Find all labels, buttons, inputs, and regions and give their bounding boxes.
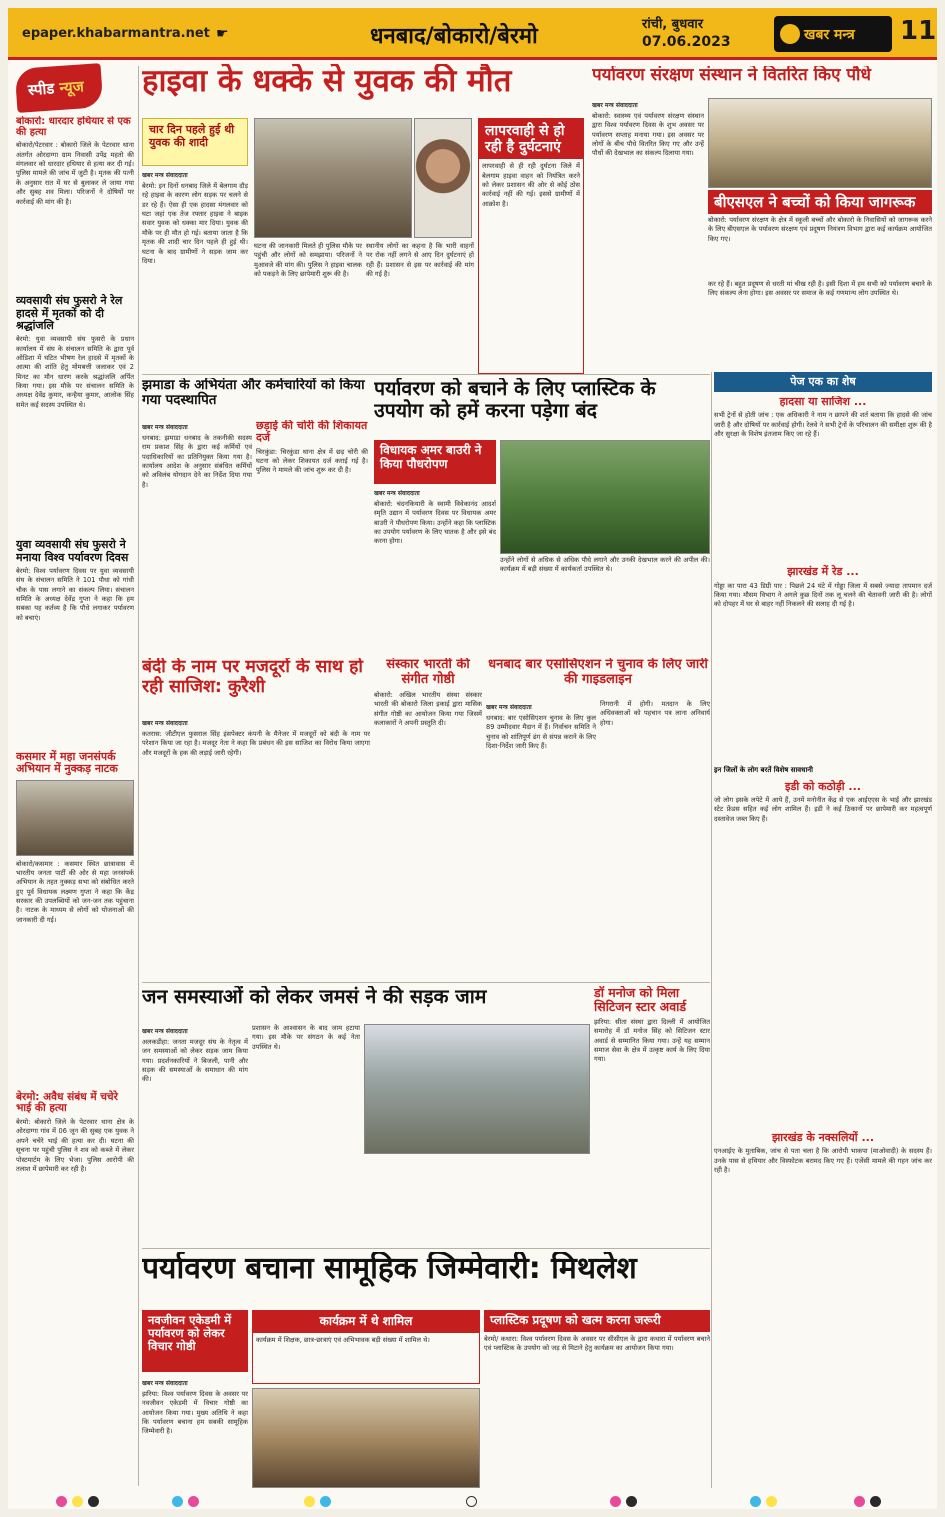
section-title: धनबाद/बोकारो/बेरमो <box>370 24 538 49</box>
env-institute-headline-block <box>592 66 932 96</box>
left-headline-3: युवा व्यवसायी संघ फुसरो ने मनाया विश्व पर्यावरण दिवस <box>16 538 129 564</box>
bar-column-2 <box>600 700 710 978</box>
plastic-column-2 <box>500 556 710 654</box>
plastic-byline: खबर मन्त्र संवाददाता <box>374 490 420 497</box>
site-url[interactable]: epaper.khabarmantra.net <box>22 26 210 41</box>
speed-news-sticker <box>15 63 104 113</box>
negligence-box-text: लापरवाही से ही रही दुर्घटना जिले में बेलगाम हाइवा वाहन को नियंत्रित करने को लेकर प्रशासन की ओर से कोई ठोस कार्रवाई नहीं की गई। इससे ग्रामीणों में आक्रोश है। <box>482 162 580 208</box>
jam-text: अलकडीहा: जनता मजदूर संघ के नेतृत्व में जन समस्याओं को लेकर सड़क जाम किया गया। प्रदर्शनकारियों ने बिजली, पानी और सड़क की समस्याओं के समाधान की मांग की। <box>142 1038 248 1084</box>
magenta-dot-icon <box>610 1496 621 1507</box>
bar-text: धनबाद: बार एसोसिएशन चुनाव के लिए कुल 89 उम्मीदवार मैदान में हैं। निर्वाचन समिति ने चुनाव को शांतिपूर्ण ढंग से संपन्न कराने के लिए दिशा-निर्देश जारी किए हैं। <box>486 714 596 751</box>
bar-byline: खबर मन्त्र संवाददाता <box>486 704 532 711</box>
jam-headline-block <box>142 986 590 1022</box>
kureshi-text: कतरास: जीटीएल फुसराल सिंह इंसपेक्टर कंपनी के मैनेजर में मजदूरों को बंदी के नाम पर परेशान किया जा रहा है। मजदूर नेता ने कहा कि प्रबंधन की इस साजिश का विरोध किया जाएगा और मजदूरों के हक की लड़ाई जारी रहेगी। <box>142 730 370 757</box>
horizontal-divider-2 <box>142 982 710 983</box>
kureshi-byline: खबर मन्त्र संवाददाता <box>142 720 188 727</box>
jam-text-2: प्रशासन के आश्वासन के बाद जाम हटाया गया। इस मौके पर संगठन के कई नेता उपस्थित थे। <box>252 1024 360 1051</box>
page-number: 11 <box>900 16 937 46</box>
mithilesh-byline: खबर मन्त्र संवाददाता <box>142 1380 188 1387</box>
cyan-dot-icon <box>172 1496 183 1507</box>
bar-headline-block <box>486 658 710 698</box>
right-headline-3: इडी को कठोड़ी ... <box>785 779 861 793</box>
left-text-4: बोकारो/कसमार : कसमार स्थित छात्रावास में भारतीय जनता पार्टी की ओर से महा जनसंपर्क अभियान के तहत नुक्कड़ सभा को संबोधित करते हुए पूर्व विधायक लक्ष्मण गुप्ता ने कहा कि केंद्र सरकार की उपलब्धियों को जन-जन तक पहुंचाना है। नाटक के माध्यम से लोगों को योजनाओं की जानकारी दी गई। <box>16 859 134 924</box>
crosshair-icon <box>466 1496 477 1507</box>
env-institute-text: बोकारो: स्वास्थ्य एवं पर्यावरण संरक्षण संस्थान द्वारा विश्व पर्यावरण दिवस के शुभ अवसर पर पर्यावरण सप्ताह मनाया गया। इस अवसर पर लोगों के बीच पौधे वितरित किए गए और उन्हें पौधों की देखभाल का संकल्प दिलाया गया। <box>592 112 704 158</box>
plastic-pollution-block <box>484 1310 710 1488</box>
tree-planting-photo <box>500 440 710 554</box>
black-dot-icon <box>870 1496 881 1507</box>
lead-column-2 <box>254 242 362 372</box>
plastic-pollution-title: प्लास्टिक प्रदूषण को खत्म करना जरूरी <box>484 1310 710 1332</box>
right-headline-4: झारखंड के नक्सलियों ... <box>771 1130 875 1144</box>
black-dot-icon <box>626 1496 637 1507</box>
jam-column-1 <box>142 1024 248 1244</box>
bar-text-2: निगरानी में होगी। मतदान के लिए अधिवक्ताओं को पहचान पत्र लाना अनिवार्य होगा। <box>600 700 710 727</box>
pointer-icon: ☛ <box>216 26 229 42</box>
right-headline-1: हादसा या साजिश ... <box>779 396 867 408</box>
horizontal-divider-3 <box>142 1248 710 1249</box>
column-divider-right <box>711 372 712 1488</box>
right-text-1: सभी ट्रेनों से होती जांच : एक अधिकारी ने नाम न छापने की शर्त बताया कि हादसे की जांच जारी है और दोषियों पर कार्रवाई होगी। रेलवे ने सभी ट्रेनों के परिचालन की समीक्षा शुरू की है और सुरक्षा के विशेष इंतजाम किए जा रहे हैं। <box>714 411 932 439</box>
brand-logo <box>774 16 892 52</box>
officials-byline: खबर मन्त्र संवाददाता <box>142 424 188 431</box>
bar-headline: धनबाद बार एसोसिएशन ने चुनाव के लिए जारी की गाइडलाइन <box>488 658 708 687</box>
cyan-dot-icon <box>750 1496 761 1507</box>
lead-column-3 <box>366 242 474 372</box>
right-text-3: जो लोग इसके लपेटे में आये हैं, उनमें मनोनीत केंद्र से एक आईएएस के भाई और झारखंड स्टेट फ्रेंडस सहित कई लोग शामिल हैं। इडी ने कई ठिकानों पर छापेमारी कर महत्वपूर्ण दस्तावेज जब्त किए हैं। <box>714 795 932 823</box>
black-dot-icon <box>88 1496 99 1507</box>
mithilesh-headline: पर्यावरण बचाना सामूहिक जिम्मेवारी: मिथलेश <box>142 1252 637 1286</box>
mithilesh-headline-block <box>142 1252 710 1308</box>
award-headline: डॉ मनोज को मिला सिटिजन स्टार अवार्ड <box>594 986 687 1014</box>
bsl-text-block <box>708 216 932 278</box>
jam-headline: जन समस्याओं को लेकर जमसं ने की सड़क जाम <box>142 986 487 1008</box>
lead-text-3: स्थानीय लोगों का कहना है कि भारी वाहनों पर रोक नहीं लगने से आए दिन दुर्घटनाएं हो रही हैं। प्रशासन से इस पर कार्रवाई की मांग की गई है। <box>366 242 474 279</box>
masthead <box>8 8 937 60</box>
lead-byline: खबर मन्त्र संवाददाता <box>142 172 188 179</box>
horizontal-divider <box>142 374 710 375</box>
magenta-dot-icon <box>56 1496 67 1507</box>
right-text-4: एनआईए के मुताबिक, जांच से पता चला है कि आरोपी भाकपा (माओवादी) के सदस्य हैं। उनके पास से हथियार और विस्फोटक बरामद किए गए हैं। एजेंसी मामले की गहन जांच कर रही है। <box>714 1147 932 1174</box>
magenta-dot-icon <box>854 1496 865 1507</box>
jam-column-2 <box>252 1024 360 1244</box>
kureshi-column <box>142 716 370 978</box>
lead-column-1 <box>142 168 248 378</box>
right-news-column <box>714 396 932 1488</box>
page-one-continuation-bar: पेज एक का शेष <box>714 372 932 392</box>
left-headline-1: बोकारो: धारदार हथियार से एक की हत्या <box>16 116 131 139</box>
magenta-dot-icon <box>188 1496 199 1507</box>
theft-text: चिरकुंडा: चिरकुंडा थाना क्षेत्र में छड़ चोरी की घटना को लेकर शिकायत दर्ज कराई गई है। पुलिस ने मामले की जांच शुरू कर दी है। <box>256 447 368 475</box>
participants-box-text: कार्यक्रम में शिक्षक, छात्र-छात्राएं एवं अभिभावक बड़ी संख्या में शामिल थे। <box>256 1335 430 1344</box>
kureshi-headline-block <box>142 658 372 714</box>
plastic-column-1 <box>374 486 496 654</box>
env-institute-column-1 <box>592 98 704 362</box>
left-photo-nukkad <box>16 780 134 856</box>
print-registration-marks <box>8 1494 937 1509</box>
brand-name: खबर मन्त्र <box>804 27 855 43</box>
newspaper-page <box>8 8 937 1509</box>
mithilesh-column-1 <box>142 1376 248 1488</box>
right-subhead-caution: इन जिलों के लोग बरतें विशेष सावधानी <box>714 765 813 774</box>
lead-accident-photo <box>254 118 412 238</box>
kureshi-headline: बंदी के नाम पर मजदूरों के साथ हो रही साजिश: कुरैशी <box>142 658 363 697</box>
plant-distribution-photo <box>708 98 932 188</box>
env-institute-text-2: कर रहे हैं। बहुत प्रदूषण से धरती मां चीख रही है। इसी दिशा में हम सभी को पर्यावरण बचाने के लिए संकल्प लेना होगा। इस अवसर पर समाज के कई गणमान्य लोग उपस्थित थे। <box>708 280 932 298</box>
negligence-box <box>478 118 584 374</box>
yellow-dot-icon <box>72 1496 83 1507</box>
bsl-box-title: बीएसएल ने बच्चों को किया जागरूक <box>708 190 932 214</box>
sangeet-headline: संस्कार भारती की संगीत गोष्ठी <box>386 658 470 687</box>
env-institute-headline: पर्यावरण संरक्षण संस्थान ने वितरित किए पौधे <box>592 66 871 85</box>
victim-portrait-photo <box>414 118 472 238</box>
plastic-text-2: उन्होंने लोगों से अधिक से अधिक पौधे लगाने और उनकी देखभाल करने की अपील की। कार्यक्रम में बड़ी संख्या में कार्यकर्ता उपस्थित थे। <box>500 556 710 574</box>
left-headline-2: व्यवसायी संघ फुसरो ने रेल हादसे में मृतकों को दी श्रद्धांजलि <box>16 294 123 332</box>
sticker-word-2: न्यूज <box>58 77 85 97</box>
bsl-text: बोकारो: पर्यावरण संरक्षण के क्षेत्र में स्कूली बच्चों और बोकारो के निवासियों को जागरूक करने के लिए बीएसएल के पर्यावरण संरक्षण एवं प्रदूषण नियंत्रण विभाग द्वारा कई कार्यक्रम आयोजित किए गए। <box>708 216 932 243</box>
lead-headline-block <box>142 64 582 116</box>
bar-column-1 <box>486 700 596 978</box>
theft-headline: छड़ाई की चोरी की शिकायत दर्ज <box>256 420 368 445</box>
plastic-headline-block <box>374 378 710 438</box>
column-divider <box>138 66 139 1486</box>
right-headline-2: झारखंड में रेड ... <box>787 565 859 579</box>
officials-text: धनबाद: झमाडा धनबाद के तकनीकी सदस्य राम प्रकाश सिंह के द्वारा कई कर्मियों एवं पदाधिकारियों का प्रतिनियुक्त किया गया है। कार्यालय आदेश के अनुसार संबंधित कर्मियों को अविलंब योगदान देने का निर्देश दिया गया है। <box>142 434 252 489</box>
plastic-pollution-text: बेरमो/ कथारा: विश्व पर्यावरण दिवस के अवसर पर सीसीएल के द्वारा कथारा में पर्यावरण बचाने एवं प्लास्टिक के उपयोग को जड़ से मिटाने हेतु कार्यक्रम का आयोजन किया गया। <box>484 1334 710 1353</box>
env-institute-byline: खबर मन्त्र संवाददाता <box>592 102 638 109</box>
yellow-dot-icon <box>766 1496 777 1507</box>
mithilesh-text: झरिया: विश्व पर्यावरण दिवस के अवसर पर नवजीवन एकेडमी में विचार गोष्ठी का आयोजन किया गया। मुख्य अतिथि ने कहा कि पर्यावरण बचाना हम सबकी सामूहिक जिम्मेवारी है। <box>142 1390 248 1436</box>
right-text-2: गोड्डा का पारा 43 डिग्री पार : पिछले 24 घंटे में गोड्डा जिला में सबसे ज्यादा तापमान दर्ज किया गया। मौसम विभाग ने अगले कुछ दिनों तक लू चलने की चेतावनी जारी की है। लोगों को दोपहर में घर से बाहर नहीं निकलने की सलाह दी गई है। <box>714 581 932 609</box>
road-blockade-photo <box>364 1024 590 1154</box>
sangeet-text: बोकारो: अखिल भारतीय संस्था संस्कार भारती की बोकारो जिला इकाई द्वारा मासिक संगीत गोष्ठी का आयोजन किया गया जिसमें कलाकारों ने अपनी प्रस्तुति दी। <box>374 691 482 728</box>
mithilesh-kicker: नवजीवन एकेडमी में पर्यावरण को लेकर विचार गोष्ठी <box>142 1310 248 1372</box>
left-headline-4: कसमार में महा जनसंपर्क अभियान में नुक्कड़ नाटक <box>16 749 118 776</box>
nukkad-natak-photo <box>16 780 134 856</box>
lead-text-1: बेरमो: इन दिनों धनबाद जिले में बेलगाम दौड़ रहे हाइवा के कारण लोग सड़क पर चलने से डर रहे हैं। ऐसा ही एक हादसा मंगलवार को घटा जहां एक तेज रफ्तार हाइवा ने बाइक सवार युवक को धक्का मार दिया। युवक की मौके पर ही मौत हो गई। बताया जाता है कि मृतक की शादी चार दिन पहले ही हुई थी। घटना के बाद ग्रामीणों ने सड़क जाम कर दिया। <box>142 182 248 265</box>
jam-byline: खबर मन्त्र संवाददाता <box>142 1028 188 1035</box>
theft-column <box>256 420 368 652</box>
cyan-dot-icon <box>320 1496 331 1507</box>
officials-headline: झमाडा के अभियंता और कर्मचारियों को किया गया पदस्थापित <box>142 378 365 409</box>
lead-text-2: घटना की जानकारी मिलते ही पुलिस मौके पर पहुंची और लोगों को समझाया। परिजनों ने मुआवजे की मांग की। पुलिस ने हाइवा चालक को पकड़ने के लिए छापेमारी शुरू की है। <box>254 242 362 279</box>
plastic-headline: पर्यावरण को बचाने के लिए प्लास्टिक के उपयोग को हमें करना पड़ेगा बंद <box>374 378 656 422</box>
left-text-1: बोकारो/पेटरवार : बोकारो जिले के पेटरवार थाना अंतर्गत ओरदाग्गा ग्राम निवासी उपेंद्र महतो की मंगलवार को धारदार हथियार से हत्या कर दी गई। पुलिस मामले की जांच में जुटी है। मृतक की पत्नी के अनुसार रात में घर से बुलाकर ले जाया गया और सुबह शव मिला। परिजनों ने दोषियों पर कार्रवाई की मांग की है। <box>16 141 134 206</box>
sangeet-block <box>374 658 482 978</box>
left-text-5: बेरमो: बोकारो जिले के पेटरवार थाना क्षेत्र के ओरदाग्गा गांव में 06 जून की सुबह एक युवक ने अपने चचेरे भाई की हत्या कर दी। घटना की सूचना पर पहुंची पुलिस ने शव को कब्जे में लेकर पोस्टमार्टम के लिए भेजा। पुलिस आरोपी की तलाश में छापेमारी कर रही है। <box>16 1118 134 1173</box>
officials-column <box>142 420 252 652</box>
seminar-photo <box>252 1388 480 1488</box>
plastic-kicker: विधायक अमर बाउरी ने किया पौधरोपण <box>374 440 496 484</box>
lead-headline: हाइवा के धक्के से युवक की मौत <box>142 64 512 99</box>
env-institute-column-2 <box>708 280 932 366</box>
award-block <box>594 986 710 1246</box>
participants-box <box>252 1310 480 1384</box>
lead-kicker: चार दिन पहले हुई थी युवक की शादी <box>142 118 248 166</box>
left-text-3: बेरमो: विश्व पर्यावरण दिवस पर युवा व्यवसायी संघ के संचालन समिति ने 101 पौधा को गांधी चौक के पास लगाने का संकल्प लिया। संचालन समिति के अध्यक्ष देवेंद्र गुप्ता ने कहा कि हम सबका यह कर्तव्य है कि पौधे लगाकर पर्यावरण को बचाएं। <box>16 566 134 622</box>
officials-headline-block <box>142 378 372 418</box>
award-text: झरिया: सीता संस्था द्वारा दिल्ली में आयोजित समारोह में डॉ मनोज सिंह को सिटिजन स्टार अवार्ड से सम्मानित किया गया। उन्हें यह सम्मान समाज सेवा के क्षेत्र में उत्कृष्ट कार्य के लिए दिया गया। <box>594 1018 710 1064</box>
edition-date: 07.06.2023 <box>642 34 731 50</box>
left-headline-5: बेरमो: अवैध संबंध में चचेरे भाई की हत्या <box>16 1090 118 1115</box>
sticker-word-1: स्पीड <box>27 79 55 100</box>
left-news-column <box>16 116 134 1488</box>
brand-emblem-icon <box>780 24 800 44</box>
participants-box-title: कार्यक्रम में थे शामिल <box>253 1311 479 1333</box>
edition-city-day: रांची, बुधवार <box>642 17 704 32</box>
yellow-dot-icon <box>304 1496 315 1507</box>
negligence-box-title: लापरवाही से हो रही है दुर्घटनाएं <box>479 119 583 159</box>
plastic-text: बोकारो: चंदनकियारी के स्वामी विवेकानंद आदर्श स्मृति उद्यान में पर्यावरण दिवस पर विधायक अमर बाउरी ने पौधरोपण किया। उन्होंने कहा कि प्लास्टिक का उपयोग पर्यावरण के लिए घातक है और इसे बंद करना होगा। <box>374 500 496 546</box>
left-text-2: बेरमो: युवा व्यवसायी संघ फुसरो के प्रधान कार्यालय में संघ के संचालन समिति के द्वारा पूर्व ओडिशा में घटित भीषण रेल हादसे में मृतकों के आत्मा की शांति हेतु मोमबत्ती जलाकर एवं 2 मिनट का मौन धारण करके श्रद्धांजलि अर्पित किया गया। इस मौके पर संचालन समिति के अध्यक्ष देवेंद्र कुमार, कन्हैया कुमार, आलोक सिंह समेत कई सदस्य उपस्थित थे। <box>16 335 134 409</box>
